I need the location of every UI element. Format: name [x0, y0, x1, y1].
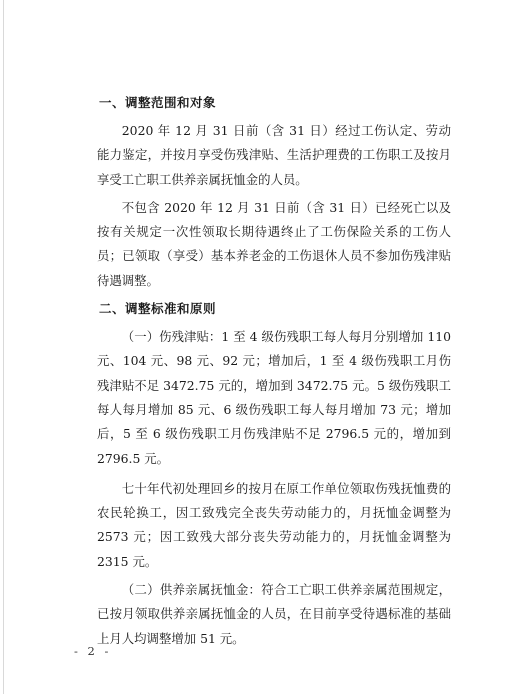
paragraph-dependents-pension: （二）供养亲属抚恤金：符合工亡职工供养亲属范围规定，已按月领取供养亲属抚恤金的人员，在目前享受待遇标准的基础上月人均调整增加 51 元。 [97, 582, 451, 646]
section-heading-standards: 二、调整标准和原则 [99, 301, 217, 317]
paragraph-rotating-workers: 七十年代初处理回乡的按月在原工作单位领取伤残抚恤费的农民轮换工，因工致残完全丧失劳动能力的，月抚恤金调整为 2573 元；因工致残大部分丧失劳动能力的，月抚恤金调整为 2315 元。 [97, 480, 451, 569]
section-heading-scope: 一、调整范围和对象 [99, 95, 217, 110]
document-body [97, 85, 451, 651]
paragraph-scope-excluded: 不包含 2020 年 12 月 31 日前（含 31 日）已经死亡以及按有关规定一次性领取长期待遇终止了工伤保险关系的工伤人员；已领取（享受）基本养老金的工伤退休人员不参加伤残津贴待遇调整。 [97, 199, 451, 288]
paragraph-disability-allowance: （一）伤残津贴：1 至 4 级伤残职工每人每月分别增加 110 元、104 元、98 元、92 元；增加后，1 至 4 级伤残职工月伤残津贴不足 3472.75 元的，增加到 3472.75 元。5 级伤残职工每人每月增加 85 元、6 级伤残职工每人每月增加 73 元；增加后，5 至 6 级伤残职工月伤残津贴不足 2796.5 元的，增加到 2796.5 元。 [97, 329, 451, 466]
page-number: - 2 - [74, 644, 112, 658]
scan-edge-line [3, 0, 4, 694]
paragraph-scope-included: 2020 年 12 月 31 日前（含 31 日）经过工伤认定、劳动能力鉴定，并按月享受伤残津贴、生活护理费的工伤职工及按月享受工亡职工供养亲属抚恤金的人员。 [97, 123, 451, 187]
